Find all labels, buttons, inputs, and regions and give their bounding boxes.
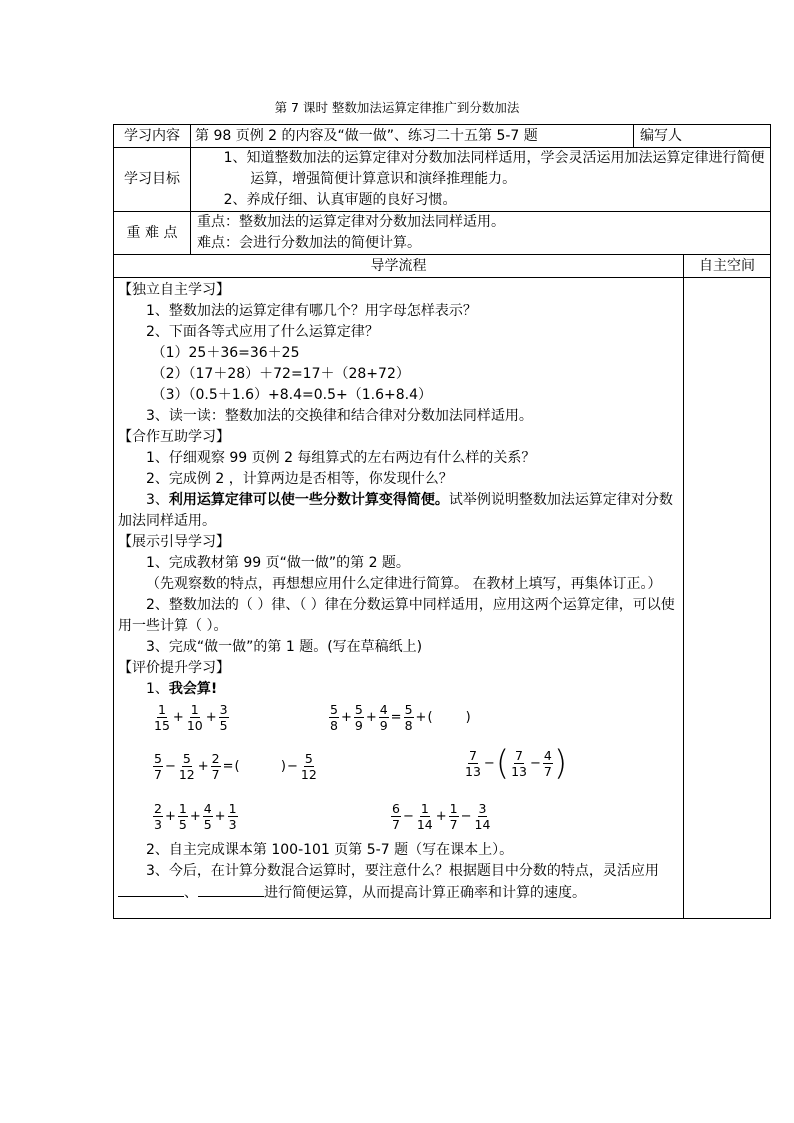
- operator: −: [164, 759, 176, 774]
- question: 3、读一读：整数加法的交换律和结合律对分数加法同样适用。: [146, 408, 533, 424]
- operator: +: [435, 809, 447, 824]
- self-space-cell: [684, 278, 771, 919]
- numerator: 1: [190, 702, 199, 717]
- fraction: [543, 748, 553, 779]
- question: 1、完成教材第 99 页“做一做”的第 2 题。: [146, 555, 410, 571]
- numerator: 1: [420, 801, 429, 816]
- question-number: 3、: [146, 492, 169, 508]
- flow-header: 导学流程: [114, 255, 684, 278]
- operator: =: [222, 759, 234, 774]
- numerator: 5: [330, 702, 338, 717]
- note: （先观察数的特点，再想想应用什么定律进行简算。 在教材上填写，再集体订正。）: [146, 576, 662, 592]
- key-label: 重 难 点: [114, 212, 191, 255]
- numerator: 1: [157, 702, 166, 717]
- question: 2、完成例 2 ，计算两边是否相等，你发现什么？: [146, 471, 453, 487]
- denominator: 7: [449, 817, 458, 832]
- fraction: [416, 801, 434, 832]
- fraction: [464, 748, 482, 779]
- author-label: [634, 125, 771, 148]
- fraction: [178, 751, 196, 782]
- numerator: 2: [211, 751, 220, 766]
- fraction: [153, 702, 171, 733]
- emphasis-text: 我会算!: [168, 681, 218, 697]
- operator: +: [172, 710, 184, 725]
- denominator: 7: [154, 767, 162, 782]
- operator: +: [197, 759, 209, 774]
- numerator: 4: [543, 748, 552, 763]
- numerator: 7: [515, 748, 523, 763]
- denominator: 13: [465, 764, 481, 779]
- numerator: 5: [182, 751, 191, 766]
- operator: +: [189, 809, 201, 824]
- denominator: 7: [211, 767, 220, 782]
- fraction: [379, 702, 389, 733]
- operator: −: [287, 759, 298, 774]
- fraction: [354, 702, 364, 733]
- expression-c: [152, 751, 319, 782]
- expression-e: [152, 801, 239, 832]
- question: 2、自主完成课本第 100-101 页第 5-7 题（写在课本上）。: [146, 842, 514, 858]
- numerator: 1: [449, 801, 458, 816]
- key-item-1: 重点：整数加法的运算定律对分数加法同样适用。: [197, 214, 505, 230]
- fraction: [228, 801, 238, 832]
- section-independent: [118, 280, 679, 427]
- operator: +: [164, 809, 176, 824]
- numerator: 5: [154, 751, 162, 766]
- fraction: [178, 801, 188, 832]
- numerator: 4: [203, 801, 212, 816]
- denominator: 7: [392, 817, 400, 832]
- operator: +: [415, 710, 427, 725]
- section-cooperative: [118, 427, 679, 532]
- fraction: [219, 702, 229, 733]
- numerator: 3: [219, 702, 228, 717]
- numerator: 3: [478, 801, 487, 816]
- denominator: 3: [154, 817, 162, 832]
- question: 2、整数加法的（ ）律、（ ）律在分数运算中同样适用，应用这两个运算定律，可以使用一些计算（ ）。: [118, 597, 675, 634]
- denominator: 12: [300, 767, 317, 782]
- denominator: 15: [154, 718, 170, 733]
- page-title: 第 7 课时 整数加法运算定律推广到分数加法: [274, 100, 520, 115]
- denominator: 9: [354, 718, 363, 733]
- flow-body: [114, 278, 684, 919]
- fraction: [203, 801, 213, 832]
- numerator: 7: [468, 748, 477, 763]
- numerator: 1: [228, 801, 237, 816]
- denominator: 5: [219, 718, 228, 733]
- question: [118, 861, 679, 904]
- question: 1、仔细观察 99 页例 2 每组算式的左右两边有什么样的关系？: [146, 450, 536, 466]
- numerator: 6: [392, 801, 400, 816]
- numerator: 4: [379, 702, 388, 717]
- fraction: [510, 748, 528, 779]
- separator: 、: [184, 885, 198, 901]
- denominator: 14: [474, 817, 491, 832]
- operator: −: [460, 809, 472, 824]
- fraction: [186, 702, 204, 733]
- parenthesis: ): [553, 743, 568, 784]
- numerator: 5: [354, 702, 363, 717]
- operator: +: [214, 809, 226, 824]
- fraction: [211, 751, 221, 782]
- lesson-table: [113, 124, 771, 919]
- denominator: 8: [330, 718, 338, 733]
- expression-f: [390, 801, 492, 832]
- equation: （1）25＋36=36＋25: [151, 345, 300, 361]
- answer-blank: ( ): [427, 710, 471, 725]
- space-header: 自主空间: [684, 255, 771, 278]
- question: 1、整数加法的运算定律有哪几个？用字母怎样表示？: [146, 303, 477, 319]
- section-heading: 【独立自主学习】: [118, 282, 230, 298]
- equation: （2）（17＋28）＋72=17＋（28+72）: [151, 366, 410, 382]
- fill-blank: [198, 882, 264, 897]
- denominator: 5: [178, 817, 187, 832]
- operator: +: [365, 710, 377, 725]
- question-number: 1、: [146, 681, 169, 697]
- goal-label: 学习目标: [114, 148, 191, 212]
- expression-d: [463, 743, 568, 784]
- denominator: 9: [379, 718, 388, 733]
- fraction: [474, 801, 492, 832]
- numerator: 5: [404, 702, 413, 717]
- denominator: 5: [203, 817, 212, 832]
- denominator: 7: [543, 764, 552, 779]
- author-label-text: 编写人: [640, 127, 682, 144]
- fraction-exercises: [118, 700, 679, 840]
- goal-item-2: 2、养成仔细、认真审题的良好习惯。: [223, 192, 457, 208]
- operator: −: [529, 756, 541, 771]
- fraction: [391, 801, 401, 832]
- fraction: [449, 801, 459, 832]
- operator: +: [340, 710, 352, 725]
- goal-item-1: 1、知道整数加法的运算定律对分数加法同样适用，学会灵活运用加法运算定律进行简便运算，增强简便计算意识和演绎推理能力。: [223, 150, 765, 187]
- expression-b: [328, 702, 471, 733]
- denominator: 10: [186, 718, 203, 733]
- equation: （3）（0.5＋1.6）+8.4=0.5+（1.6+8.4）: [151, 387, 433, 403]
- section-heading: 【评价提升学习】: [118, 660, 230, 676]
- fill-blank: [118, 882, 184, 897]
- numerator: 2: [154, 801, 162, 816]
- denominator: 13: [511, 764, 527, 779]
- fraction: [300, 751, 318, 782]
- expression-a: [152, 702, 230, 733]
- section-evaluation: [118, 658, 679, 904]
- emphasis-text: 利用运算定律可以使一些分数计算变得简便。: [168, 492, 449, 508]
- question-text: 试举例说明整数加法运算定律对分数加法同样适用。: [118, 492, 673, 529]
- operator: +: [205, 710, 217, 725]
- denominator: 12: [178, 767, 195, 782]
- goal-cell: [191, 148, 771, 212]
- numerator: 1: [178, 801, 187, 816]
- question-text: 3、今后，在计算分数混合运算时，要注意什么？根据题目中分数的特点，灵活应用: [146, 863, 659, 879]
- section-display: [118, 532, 679, 658]
- operator: =: [390, 710, 402, 725]
- question: 3、完成“做一做”的第 1 题。(写在草稿纸上): [146, 639, 423, 655]
- operator: −: [483, 756, 495, 771]
- key-item-2: 难点：会进行分数加法的简便计算。: [197, 235, 421, 251]
- section-heading: 【展示引导学习】: [118, 534, 230, 550]
- denominator: 3: [228, 817, 237, 832]
- question-text: 进行简便运算，从而提高计算正确率和计算的速度。: [264, 885, 586, 901]
- operator: −: [402, 809, 414, 824]
- section-heading: 【合作互助学习】: [118, 429, 230, 445]
- answer-blank: ( ): [234, 759, 286, 774]
- fraction: [404, 702, 414, 733]
- fraction: [153, 751, 163, 782]
- denominator: 14: [416, 817, 433, 832]
- denominator: 8: [404, 718, 413, 733]
- content-label: 学习内容: [114, 125, 191, 148]
- question: [118, 679, 679, 700]
- key-cell: [191, 212, 771, 255]
- numerator: 5: [304, 751, 313, 766]
- fraction: [329, 702, 339, 733]
- question: [118, 490, 679, 532]
- question: 2、下面各等式应用了什么运算定律？: [146, 324, 379, 340]
- fraction: [153, 801, 163, 832]
- content-value: 第 98 页例 2 的内容及“做一做”、练习二十五第 5-7 题: [191, 125, 634, 148]
- parenthesis: (: [495, 743, 510, 784]
